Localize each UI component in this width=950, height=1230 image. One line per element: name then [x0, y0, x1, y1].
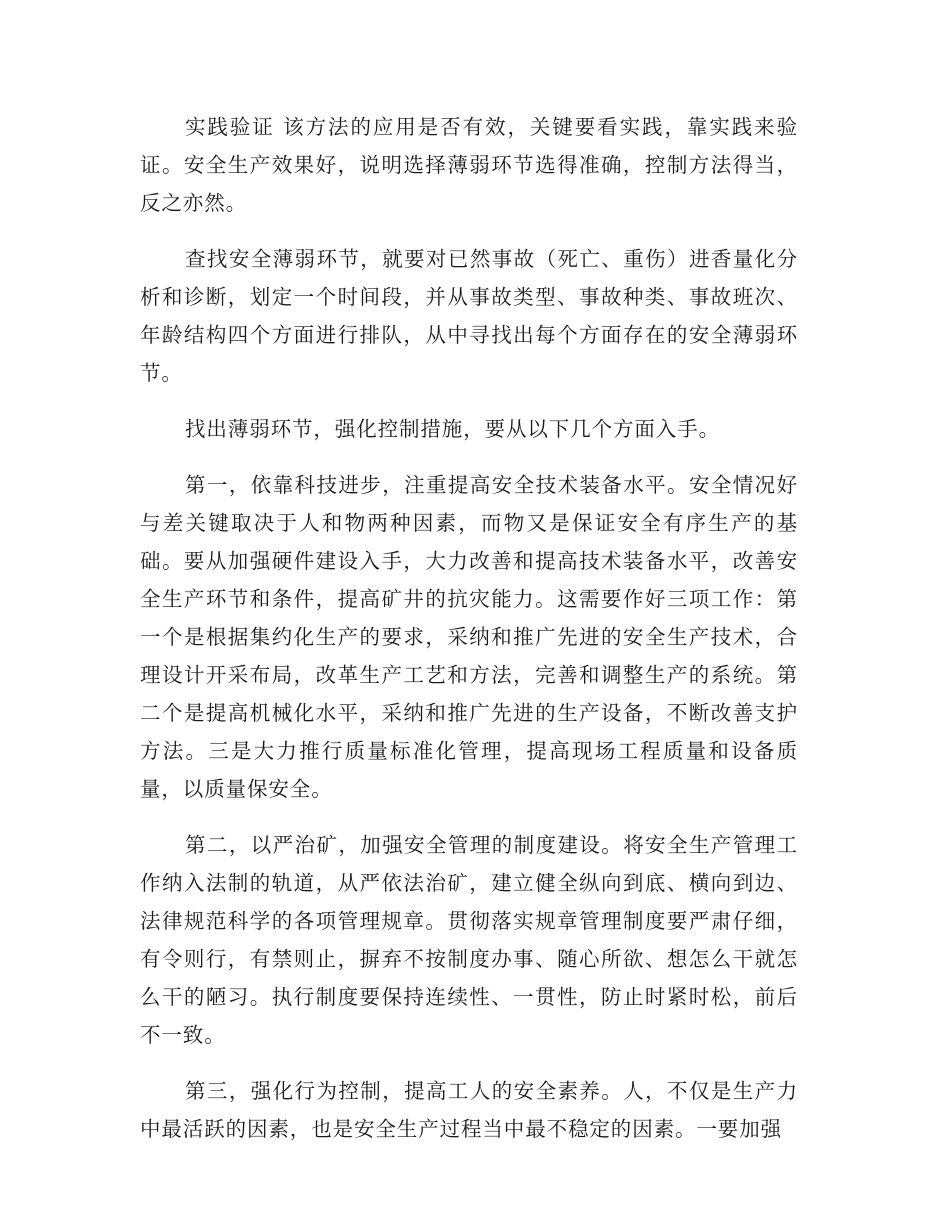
paragraph-second-measure: 第二，以严治矿，加强安全管理的制度建设。将安全生产管理工作纳入法制的轨道，从严依法治矿，建立健全纵向到底、横向到边、法律规范科学的各项管理规章。贯彻落实规章管理制度要严肃仔细，有令则行，有禁则止，摒弃不按制度办事、随心所欲、想怎么干就怎么干的陋习。执行制度要保持连续性、一贯性，防止时紧时松，前后不一致。 — [140, 833, 798, 1047]
paragraph-find-weak-links: 查找安全薄弱环节，就要对已然事故（死亡、重伤）进香量化分析和诊断，划定一个时间段，并从事故类型、事故种类、事故班次、年龄结构四个方面进行排队，从中寻找出每个方面存在的安全薄弱环节。 — [140, 247, 798, 385]
paragraph-control-measures-intro: 找出薄弱环节，强化控制措施，要从以下几个方面入手。 — [185, 417, 720, 441]
paragraph-first-measure: 第一，依靠科技进步，注重提高安全技术装备水平。安全情况好与差关键取决于人和物两种因素，而物又是保证安全有序生产的基础。要从加强硬件建设入手，大力改善和提高技术装备水平，改善安全生产环节和条件，提高矿井的抗灾能力。这需要作好三项工作：第一个是根据集约化生产的要求，采纳和推广先进的安全生产技术，合理设计开采布局，改革生产工艺和方法，完善和调整生产的系统。第二个是提高机械化水平，采纳和推广先进的生产设备，不断改善支护方法。三是大力推行质量标准化管理，提高现场工程质量和设备质量，以质量保安全。 — [140, 473, 798, 801]
paragraph-third-measure: 第三，强化行为控制，提高工人的安全素养。人，不仅是生产力中最活跃的因素，也是安全生产过程当中最不稳定的因素。一要加强 — [140, 1079, 798, 1141]
document-body — [140, 108, 798, 1166]
paragraph-practice-verification: 实践验证 该方法的应用是否有效，关键要看实践，靠实践来验证。安全生产效果好，说明选择薄弱环节选得准确，控制方法得当，反之亦然。 — [140, 115, 798, 215]
